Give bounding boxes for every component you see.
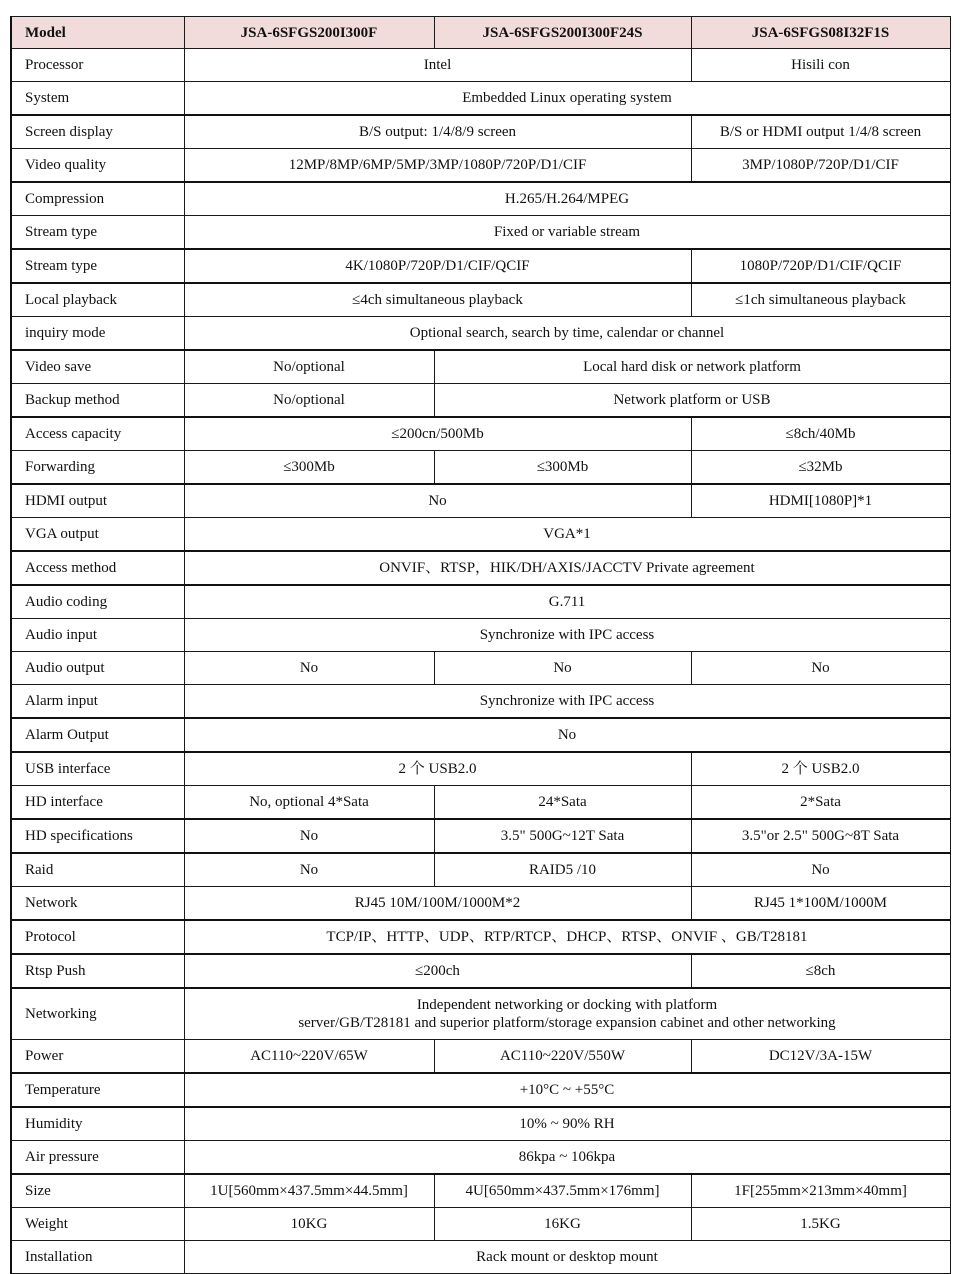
- spec-value: DC12V/3A-15W: [691, 1040, 950, 1074]
- spec-value: 1F[255mm×213mm×40mm]: [691, 1174, 950, 1208]
- spec-label: Stream type: [11, 249, 184, 283]
- spec-value: Hisili con: [691, 49, 950, 82]
- table-row: [11, 752, 950, 786]
- table-row: [11, 484, 950, 518]
- spec-value: 12MP/8MP/6MP/5MP/3MP/1080P/720P/D1/CIF: [184, 149, 691, 183]
- spec-value: Rack mount or desktop mount: [184, 1241, 950, 1274]
- spec-value: +10°C ~ +55°C: [184, 1073, 950, 1107]
- table-row: [11, 1208, 950, 1241]
- spec-label: Raid: [11, 853, 184, 887]
- spec-sheet: [10, 16, 949, 1274]
- spec-value: Synchronize with IPC access: [184, 685, 950, 719]
- table-row: [11, 1107, 950, 1141]
- spec-value: Local hard disk or network platform: [434, 350, 950, 384]
- spec-value: ≤300Mb: [184, 451, 434, 485]
- spec-label: Rtsp Push: [11, 954, 184, 988]
- spec-label: Forwarding: [11, 451, 184, 485]
- spec-value: No: [184, 819, 434, 853]
- table-row: [11, 685, 950, 719]
- spec-label: Video save: [11, 350, 184, 384]
- table-row: [11, 551, 950, 585]
- table-row: [11, 1141, 950, 1175]
- spec-value: AC110~220V/65W: [184, 1040, 434, 1074]
- spec-table: [10, 16, 951, 1274]
- spec-value: Network platform or USB: [434, 384, 950, 418]
- spec-value: ≤4ch simultaneous playback: [184, 283, 691, 317]
- table-row: [11, 1040, 950, 1074]
- spec-value: No: [184, 853, 434, 887]
- spec-value: 10KG: [184, 1208, 434, 1241]
- spec-label: Audio input: [11, 619, 184, 652]
- table-row: [11, 853, 950, 887]
- spec-label: Temperature: [11, 1073, 184, 1107]
- spec-value: 24*Sata: [434, 786, 691, 820]
- spec-label: Access method: [11, 551, 184, 585]
- spec-value: G.711: [184, 585, 950, 619]
- spec-value: 2*Sata: [691, 786, 950, 820]
- spec-value: No: [434, 652, 691, 685]
- spec-value: RJ45 1*100M/1000M: [691, 887, 950, 921]
- table-row: [11, 887, 950, 921]
- spec-value: VGA*1: [184, 518, 950, 552]
- spec-value: No: [691, 853, 950, 887]
- spec-label: HDMI output: [11, 484, 184, 518]
- spec-label: Audio output: [11, 652, 184, 685]
- spec-value: 4U[650mm×437.5mm×176mm]: [434, 1174, 691, 1208]
- spec-value: 1080P/720P/D1/CIF/QCIF: [691, 249, 950, 283]
- spec-value: Synchronize with IPC access: [184, 619, 950, 652]
- spec-label: Alarm input: [11, 685, 184, 719]
- table-row: [11, 819, 950, 853]
- spec-label: Protocol: [11, 920, 184, 954]
- table-row: [11, 954, 950, 988]
- spec-value: 4K/1080P/720P/D1/CIF/QCIF: [184, 249, 691, 283]
- spec-value: 2 个 USB2.0: [184, 752, 691, 786]
- spec-value: 3.5"or 2.5" 500G~8T Sata: [691, 819, 950, 853]
- spec-value: ≤1ch simultaneous playback: [691, 283, 950, 317]
- spec-label: Network: [11, 887, 184, 921]
- spec-label: HD specifications: [11, 819, 184, 853]
- spec-value: No: [691, 652, 950, 685]
- spec-value: 86kpa ~ 106kpa: [184, 1141, 950, 1175]
- table-row: [11, 585, 950, 619]
- spec-label: Networking: [11, 988, 184, 1040]
- spec-label: Screen display: [11, 115, 184, 149]
- spec-label: inquiry mode: [11, 317, 184, 351]
- spec-value: H.265/H.264/MPEG: [184, 182, 950, 216]
- spec-label: Local playback: [11, 283, 184, 317]
- table-row: [11, 350, 950, 384]
- spec-table-body: [11, 49, 950, 1274]
- spec-label: Video quality: [11, 149, 184, 183]
- spec-value: Fixed or variable stream: [184, 216, 950, 250]
- spec-value: RJ45 10M/100M/1000M*2: [184, 887, 691, 921]
- spec-value: ≤32Mb: [691, 451, 950, 485]
- table-row: [11, 451, 950, 485]
- spec-value: ≤8ch/40Mb: [691, 417, 950, 451]
- table-row: [11, 718, 950, 752]
- table-row: [11, 216, 950, 250]
- spec-label: Stream type: [11, 216, 184, 250]
- spec-label: Access capacity: [11, 417, 184, 451]
- spec-value: No: [184, 484, 691, 518]
- table-row: [11, 283, 950, 317]
- table-row: [11, 317, 950, 351]
- spec-label: Backup method: [11, 384, 184, 418]
- table-row: [11, 1174, 950, 1208]
- table-row: [11, 182, 950, 216]
- spec-value: No: [184, 652, 434, 685]
- spec-label: Power: [11, 1040, 184, 1074]
- spec-value: ≤8ch: [691, 954, 950, 988]
- spec-value: 16KG: [434, 1208, 691, 1241]
- table-row: [11, 149, 950, 183]
- table-row: [11, 920, 950, 954]
- spec-value: TCP/IP、HTTP、UDP、RTP/RTCP、DHCP、RTSP、ONVIF 、GB/T28181: [184, 920, 950, 954]
- spec-value: 3MP/1080P/720P/D1/CIF: [691, 149, 950, 183]
- spec-value: No/optional: [184, 350, 434, 384]
- spec-value-line-2: server/GB/T28181 and superior platform/storage expansion cabinet and other networking: [298, 1015, 836, 1031]
- spec-label: Humidity: [11, 1107, 184, 1141]
- table-row: [11, 417, 950, 451]
- spec-value: [184, 988, 950, 1040]
- table-row: [11, 115, 950, 149]
- header-row: [11, 17, 950, 49]
- spec-label: Size: [11, 1174, 184, 1208]
- table-row: [11, 988, 950, 1040]
- spec-value: 1.5KG: [691, 1208, 950, 1241]
- spec-value: 3.5" 500G~12T Sata: [434, 819, 691, 853]
- spec-label: System: [11, 82, 184, 116]
- model-name-2: JSA-6SFGS200I300F24S: [434, 17, 691, 49]
- spec-value: Embedded Linux operating system: [184, 82, 950, 116]
- spec-value: Intel: [184, 49, 691, 82]
- spec-value: ONVIF、RTSP，HIK/DH/AXIS/JACCTV Private agreement: [184, 551, 950, 585]
- table-row: [11, 384, 950, 418]
- spec-value: 2 个 USB2.0: [691, 752, 950, 786]
- header-label: Model: [11, 17, 184, 49]
- spec-value: ≤300Mb: [434, 451, 691, 485]
- model-name-1: JSA-6SFGS200I300F: [184, 17, 434, 49]
- spec-value: RAID5 /10: [434, 853, 691, 887]
- spec-value: Optional search, search by time, calendar or channel: [184, 317, 950, 351]
- spec-label: HD interface: [11, 786, 184, 820]
- spec-label: USB interface: [11, 752, 184, 786]
- spec-value: 10% ~ 90% RH: [184, 1107, 950, 1141]
- spec-label: Compression: [11, 182, 184, 216]
- table-row: [11, 249, 950, 283]
- spec-label: Alarm Output: [11, 718, 184, 752]
- table-row: [11, 1073, 950, 1107]
- spec-value: No: [184, 718, 950, 752]
- spec-label: Audio coding: [11, 585, 184, 619]
- spec-value: HDMI[1080P]*1: [691, 484, 950, 518]
- model-name-3: JSA-6SFGS08I32F1S: [691, 17, 950, 49]
- spec-value: B/S output: 1/4/8/9 screen: [184, 115, 691, 149]
- spec-label: Installation: [11, 1241, 184, 1274]
- table-row: [11, 82, 950, 116]
- table-row: [11, 518, 950, 552]
- table-row: [11, 786, 950, 820]
- spec-value: ≤200cn/500Mb: [184, 417, 691, 451]
- spec-label: Weight: [11, 1208, 184, 1241]
- spec-label: Processor: [11, 49, 184, 82]
- spec-value: No/optional: [184, 384, 434, 418]
- table-row: [11, 1241, 950, 1274]
- spec-value-line-1: Independent networking or docking with platform: [416, 997, 718, 1013]
- spec-value: No, optional 4*Sata: [184, 786, 434, 820]
- spec-value: B/S or HDMI output 1/4/8 screen: [691, 115, 950, 149]
- table-row: [11, 619, 950, 652]
- spec-label: VGA output: [11, 518, 184, 552]
- spec-value: ≤200ch: [184, 954, 691, 988]
- table-row: [11, 49, 950, 82]
- table-row: [11, 652, 950, 685]
- spec-value: 1U[560mm×437.5mm×44.5mm]: [184, 1174, 434, 1208]
- spec-label: Air pressure: [11, 1141, 184, 1175]
- spec-value: AC110~220V/550W: [434, 1040, 691, 1074]
